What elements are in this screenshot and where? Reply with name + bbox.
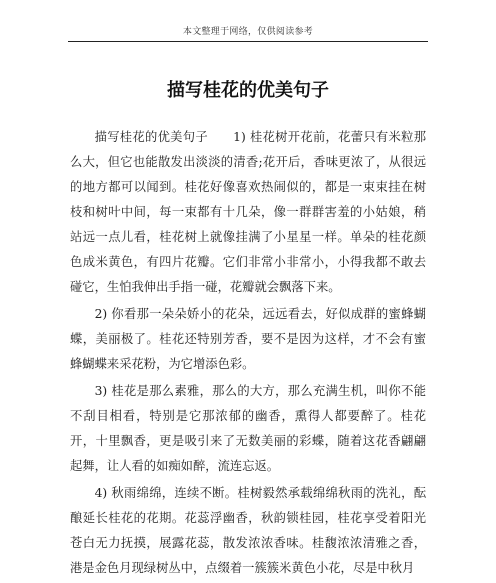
paragraph-2: 2) 你看那一朵朵娇小的花朵，远远看去，好似成群的蜜蜂蝴蝶，美丽极了。桂花还特别芳香，要不是因为这样，才不会有蜜蜂蝴蝶来采花粉，为它增添色彩。 — [70, 307, 426, 371]
paragraph-4: 4) 秋雨绵绵，连续不断。桂树毅然承载绵绵秋雨的洗礼，酝酿延长桂花的花期。花蕊浮幽香，秋韵锁桂园，桂花享受着阳光苍白无力抚摸，展露花蕊，散发浓浓香味。桂馥浓浓清雅之香，港是金色月现绿树丛中，点缀着一簇簇米黄色小花，尽是中秋月 — [70, 486, 426, 575]
page-header-note: 本文整理于网络，仅供阅读参考 — [182, 27, 314, 37]
paragraph-1: 描写桂花的优美句子 1) 桂花树开花前，花蕾只有米粒那么大，但它也能散发出淡淡的清香;花开后，香味更浓了，从很远的地方都可以闻到。桂花好像喜欢热闹似的，都是一束束挂在树枝和树叶中间，每一束都有十几朵，像一群群害羞的小姑娘，稍站远一点儿看，桂花树上就像挂满了小星星一样。单朵的桂花颜色成米黄色，有四片花瓣。它们非常小非常小，小得我都不敢去碰它，生怕我伸出手指一碰，花瓣就会飘落下来。 — [70, 130, 426, 294]
document-title: 描写桂花的优美句子 — [167, 80, 329, 101]
paragraph-3: 3) 桂花是那么素雅，那么的大方，那么充满生机，叫你不能不刮目相看，特别是它那浓郁的幽香，熏得人都要醉了。桂花开，十里飘香，更是吸引来了无数美丽的彩蝶，随着这花香翩翩起舞，让人看的如痴如醉，流连忘返。 — [70, 384, 426, 473]
header-divider — [68, 41, 428, 42]
document-body — [70, 125, 426, 583]
